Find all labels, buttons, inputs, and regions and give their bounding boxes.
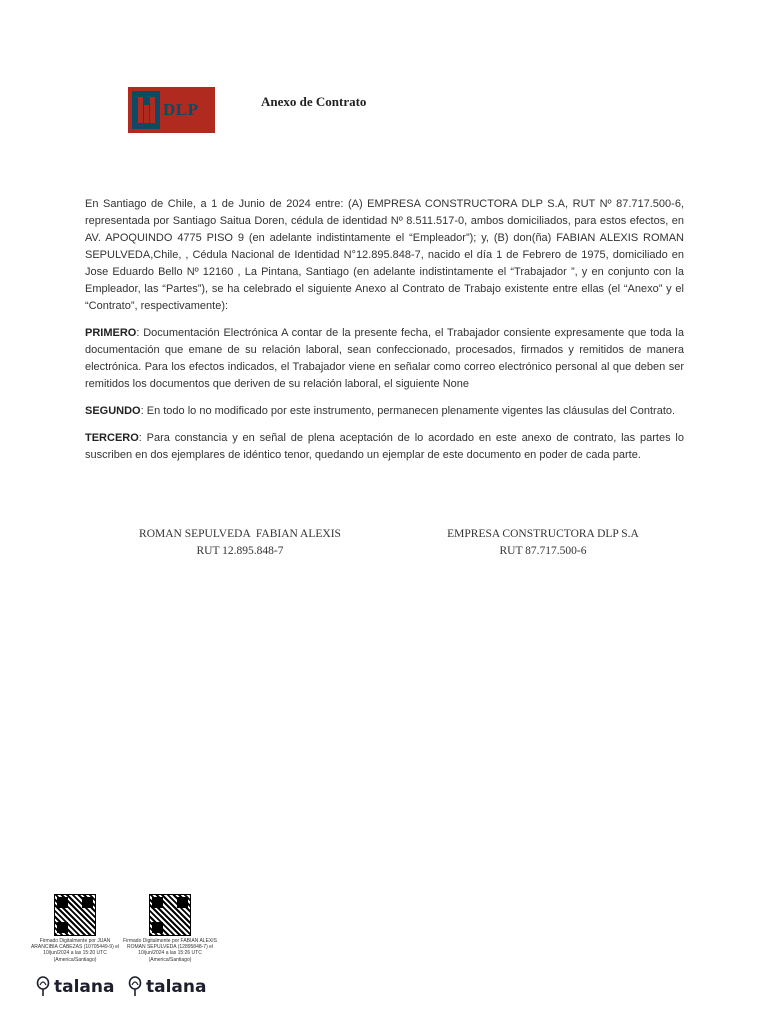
clause-text: : Para constancia y en señal de plena aceptación de lo acordado en este anexo de contrato, las partes lo suscriben en dos ejemplares de idéntico tenor, quedando un ejemplar de este documento en poder de cada parte.	[85, 432, 684, 461]
talana-logo	[36, 976, 114, 998]
clause-tercero	[85, 430, 684, 464]
balloon-icon	[128, 976, 142, 998]
clause-text: : Documentación Electrónica A contar de la presente fecha, el Trabajador consiente expresamente que toda la documentación que emane de su relación laboral, sean confeccionado, procesados, firmados y remitidos de manera electrónica. Para los efectos indicados, el Trabajador viene en señalar como correo electrónico personal al que deben ser remitidos los documentos que deriven de su relación laboral, el siguiente None	[85, 327, 684, 390]
brand-text: talana	[54, 977, 115, 997]
logo-mark-icon	[132, 91, 160, 129]
logo-text: DLP	[163, 100, 199, 119]
signer-name: EMPRESA CONSTRUCTORA DLP S.A	[447, 528, 639, 540]
clause-label: SEGUNDO	[85, 405, 141, 417]
document-body	[85, 196, 684, 474]
clause-label: TERCERO	[85, 432, 139, 444]
digital-signature-stamp	[27, 894, 123, 963]
talana-logo	[128, 976, 206, 998]
digital-signature-stamp	[122, 894, 218, 963]
qr-code-icon[interactable]	[54, 894, 96, 936]
signer-name: ROMAN SEPULVEDA FABIAN ALEXIS	[139, 528, 341, 540]
signature-worker	[115, 526, 365, 560]
signer-rut: RUT 87.717.500-6	[499, 545, 587, 557]
company-logo	[128, 87, 215, 133]
clause-segundo	[85, 403, 684, 420]
balloon-icon	[36, 976, 50, 998]
clause-primero	[85, 325, 684, 393]
clause-text: : En todo lo no modificado por este instrumento, permanecen plenamente vigentes las cláusulas del Contrato.	[140, 405, 676, 417]
signer-rut: RUT 12.895.848-7	[196, 545, 284, 557]
stamp-text: Firmado Digitalmente por FABIAN ALEXIS ROMAN SEPULVEDA (12895848-7) el 10/jun/2024 a las 15:26 UTC (America/Santiago)	[123, 938, 217, 963]
qr-code-icon[interactable]	[149, 894, 191, 936]
brand-text: talana	[146, 977, 207, 997]
clause-label: PRIMERO	[85, 327, 137, 339]
document-title: Anexo de Contrato	[261, 94, 367, 109]
intro-paragraph: En Santiago de Chile, a 1 de Junio de 2024 entre: (A) EMPRESA CONSTRUCTORA DLP S.A, RUT Nº 87.717.500-6, representada por Santiago Saitua Doren, cédula de identidad Nº 8.511.517-0, ambos domiciliados, para estos efectos, en AV. APOQUINDO 4775 PISO 9 (en adelante indistintamente el “Empleador”); y, (B) don(ña) FABIAN ALEXIS ROMAN SEPULVEDA,Chile, , Cédula Nacional de Identidad N°12.895.848-7, nacido el día 1 de Febrero de 1975, domiciliado en Jose Eduardo Bello Nº 12160 , La Pintana, Santiago (en adelante indistintamente el “Trabajador ”, y en conjunto con la Empleador, las “Partes”), se ha celebrado el siguiente Anexo al Contrato de Trabajo existente entre ellas (el “Anexo” y el “Contrato”, respectivamente):	[85, 198, 684, 312]
signature-employer	[418, 526, 668, 560]
stamp-text: Firmado Digitalmente por JUAN ARANCIBIA CABEZAS (10705449-9) el 10/jun/2024 a las 15:20 UTC (America/Santiago)	[30, 938, 120, 963]
